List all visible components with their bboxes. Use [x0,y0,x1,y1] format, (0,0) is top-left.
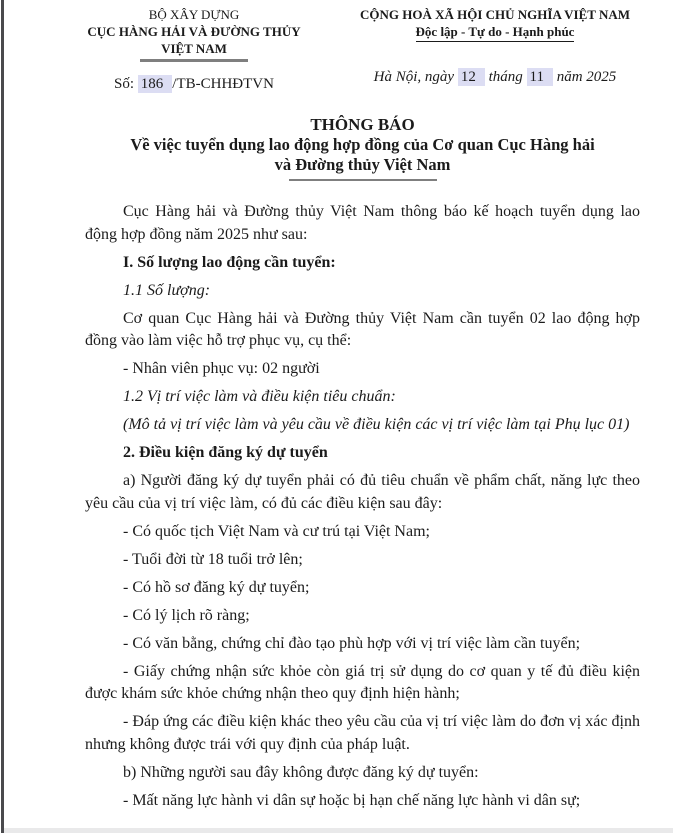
national-header-block [328,6,662,94]
day-field[interactable]: 12 [458,68,485,86]
title-underline-rule [289,179,437,182]
page-bottom-strip [4,828,673,833]
document-number-suffix: /TB-CHHĐTVN [172,75,274,92]
page-left-edge [1,0,4,833]
agency-underline-rule [140,59,248,62]
paragraph: - Có lý lịch rõ ràng; [123,606,250,624]
ministry-name: BỘ XÂY DỰNG [148,7,240,22]
paragraph: - Nhân viên phục vụ: 02 người [123,360,320,377]
agency-name-line2: VIỆT NAM [161,41,227,56]
document-title: THÔNG BÁO [310,114,415,134]
dateline [328,68,662,87]
document-subject-line1: Về việc tuyển dụng lao động hợp đồng của Cơ quan Cục Hàng hải [130,134,595,154]
paragraph: 1.2 Vị trí việc làm và điều kiện tiêu chuẩn: [123,388,396,405]
paragraph: - Mất năng lực hành vi dân sự hoặc bị hạn chế năng lực hành vi dân sự; [123,791,581,809]
agency-name-line1: CỤC HÀNG HẢI VÀ ĐƯỜNG THỦY [87,24,301,39]
paragraph: (Mô tả vị trí việc làm và yêu cầu về điều kiện các vị trí việc làm tại Phụ lục 01) [123,416,630,433]
document-title-block [85,114,640,182]
national-motto: Độc lập - Tự do - Hạnh phúc [416,23,575,42]
paragraph: a) Người đăng ký dự tuyển phải có đủ tiêu chuẩn về phẩm chất, năng lực theo yêu cầu của vị trí việc làm, có đủ các điều kiện sau đây: [85,472,640,512]
dateline-mid: tháng [488,69,523,85]
paragraph: - Có văn bằng, chứng chỉ đào tạo phù hợp với vị trí việc làm cần tuyển; [123,634,581,652]
month-field[interactable]: 11 [527,68,553,86]
dateline-suffix: năm 2025 [556,69,617,85]
national-title: CỘNG HOÀ XÃ HỘI CHỦ NGHĨA VIỆT NAM [359,7,631,22]
paragraph: - Có quốc tịch Việt Nam và cư trú tại Việt Nam; [123,522,430,540]
paragraph: Cơ quan Cục Hàng hải và Đường thủy Việt Nam cần tuyển 02 lao động hợp đồng vào làm việc hỗ trợ phục vụ, cụ thể: [85,309,640,349]
document-subject-line2: và Đường thủy Việt Nam [274,154,451,174]
paragraph: I. Số lượng lao động cần tuyển: [123,253,336,271]
paragraph: Cục Hàng hải và Đường thủy Việt Nam thông báo kế hoạch tuyển dụng lao động hợp đồng năm 2025 như sau: [85,203,640,243]
paragraph: 2. Điều kiện đăng ký dự tuyển [123,444,328,461]
dateline-prefix: Hà Nội, ngày [373,69,455,85]
paragraph: - Giấy chứng nhận sức khỏe còn giá trị sử dụng do cơ quan y tế đủ điều kiện được khám sức khỏe chứng nhận theo quy định hiện hành; [85,662,640,702]
issuing-agency-block [68,6,320,94]
paragraph: - Đáp ứng các điều kiện khác theo yêu cầu của vị trí việc làm do đơn vị xác định nhưng không được trái với quy định của pháp luật. [85,713,640,753]
paragraph: b) Những người sau đây không được đăng ký dự tuyển: [123,763,479,781]
paragraph: - Tuổi đời từ 18 tuổi trở lên; [123,550,303,568]
paragraph: - Có hồ sơ đăng ký dự tuyển; [123,578,310,596]
paragraph: 1.1 Số lượng: [123,281,211,299]
national-motto-line [328,23,662,42]
document-number-field[interactable]: 186 [138,75,173,93]
document-number-label: Số: [114,75,135,92]
document-number-line [68,75,320,94]
document-header [0,0,673,94]
document-body [85,201,640,812]
